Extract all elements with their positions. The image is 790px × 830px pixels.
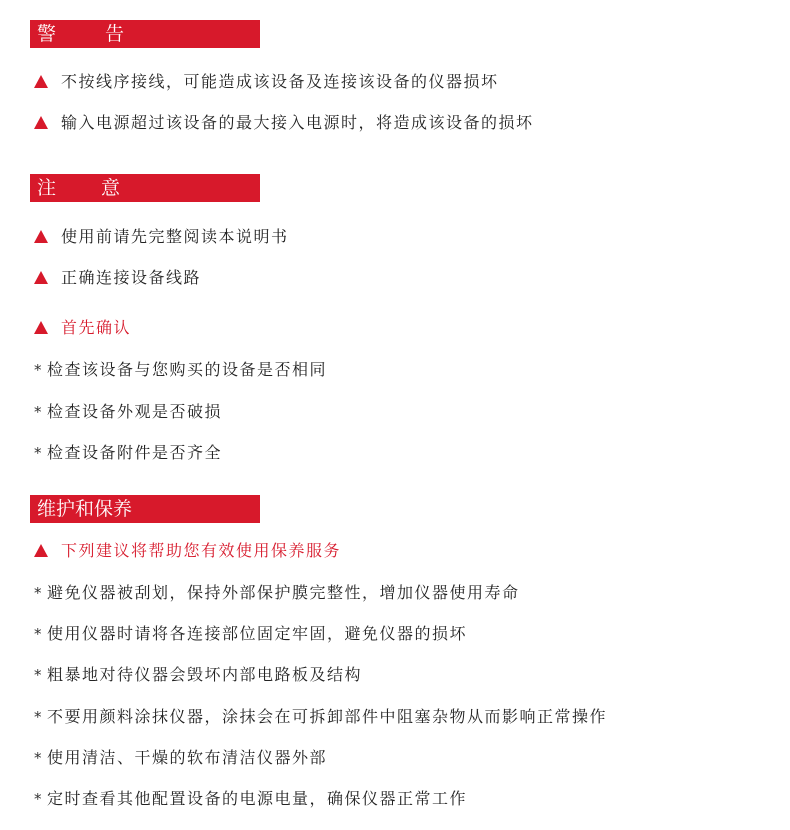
- notice-item-text: 使用前请先完整阅读本说明书: [61, 227, 289, 246]
- maintenance-subheading: [34, 540, 341, 562]
- asterisk-icon: *: [34, 625, 43, 643]
- warning-triangle-icon: [34, 75, 48, 88]
- section-title-notice-first: 注: [37, 177, 58, 199]
- check-item-text: 检查设备外观是否破损: [47, 402, 223, 421]
- check-item-text: 检查设备附件是否齐全: [47, 443, 223, 462]
- asterisk-icon: *: [34, 749, 43, 767]
- notice-item-text: 正确连接设备线路: [61, 268, 202, 287]
- check-item-text: 检查该设备与您购买的设备是否相同: [47, 360, 328, 379]
- maintenance-tip: [34, 788, 467, 810]
- section-title-warning-first: 警: [37, 23, 58, 45]
- maintenance-tip: [34, 582, 520, 604]
- maintenance-tip-text: 不要用颜料涂抹仪器，涂抹会在可拆卸部件中阻塞杂物从而影响正常操作: [47, 707, 608, 726]
- notice-subheading: [34, 317, 131, 339]
- asterisk-icon: *: [34, 361, 43, 379]
- check-item: [34, 359, 327, 381]
- warning-triangle-icon: [34, 271, 48, 284]
- warning-item-text: 输入电源超过该设备的最大接入电源时，将造成该设备的损坏: [61, 113, 534, 132]
- asterisk-icon: *: [34, 790, 43, 808]
- warning-triangle-icon: [34, 230, 48, 243]
- warning-item-text: 不按线序接线，可能造成该设备及连接该设备的仪器损坏: [61, 72, 499, 91]
- asterisk-icon: *: [34, 666, 43, 684]
- notice-item: [34, 267, 201, 289]
- warning-triangle-icon: [34, 116, 48, 129]
- section-header-warning: [30, 20, 260, 48]
- check-item: [34, 442, 222, 464]
- warning-triangle-icon: [34, 544, 48, 557]
- maintenance-tip-text: 使用仪器时请将各连接部位固定牢固，避免仪器的损坏: [47, 624, 468, 643]
- notice-subheading-text: 首先确认: [61, 318, 132, 337]
- maintenance-tip-text: 避免仪器被刮划，保持外部保护膜完整性，增加仪器使用寿命: [47, 583, 520, 602]
- section-title-notice-second: 意: [101, 177, 122, 199]
- maintenance-tip-text: 使用清洁、干燥的软布清洁仪器外部: [47, 748, 328, 767]
- maintenance-tip-text: 粗暴地对待仪器会毁坏内部电路板及结构: [47, 665, 363, 684]
- asterisk-icon: *: [34, 584, 43, 602]
- maintenance-tip: [34, 747, 327, 769]
- maintenance-tip: [34, 664, 362, 686]
- check-item: [34, 401, 222, 423]
- maintenance-tip-text: 定时查看其他配置设备的电源电量，确保仪器正常工作: [47, 789, 468, 808]
- warning-triangle-icon: [34, 321, 48, 334]
- maintenance-subheading-text: 下列建议将帮助您有效使用保养服务: [61, 541, 342, 560]
- asterisk-icon: *: [34, 403, 43, 421]
- asterisk-icon: *: [34, 444, 43, 462]
- warning-item: [34, 112, 534, 134]
- asterisk-icon: *: [34, 708, 43, 726]
- section-title-maintenance: 维护和保养: [37, 498, 133, 520]
- maintenance-tip: [34, 706, 607, 728]
- section-header-maintenance: [30, 495, 260, 523]
- maintenance-tip: [34, 623, 467, 645]
- section-header-notice: [30, 174, 260, 202]
- notice-item: [34, 226, 289, 248]
- section-title-warning-second: 告: [105, 23, 126, 45]
- warning-item: [34, 71, 499, 93]
